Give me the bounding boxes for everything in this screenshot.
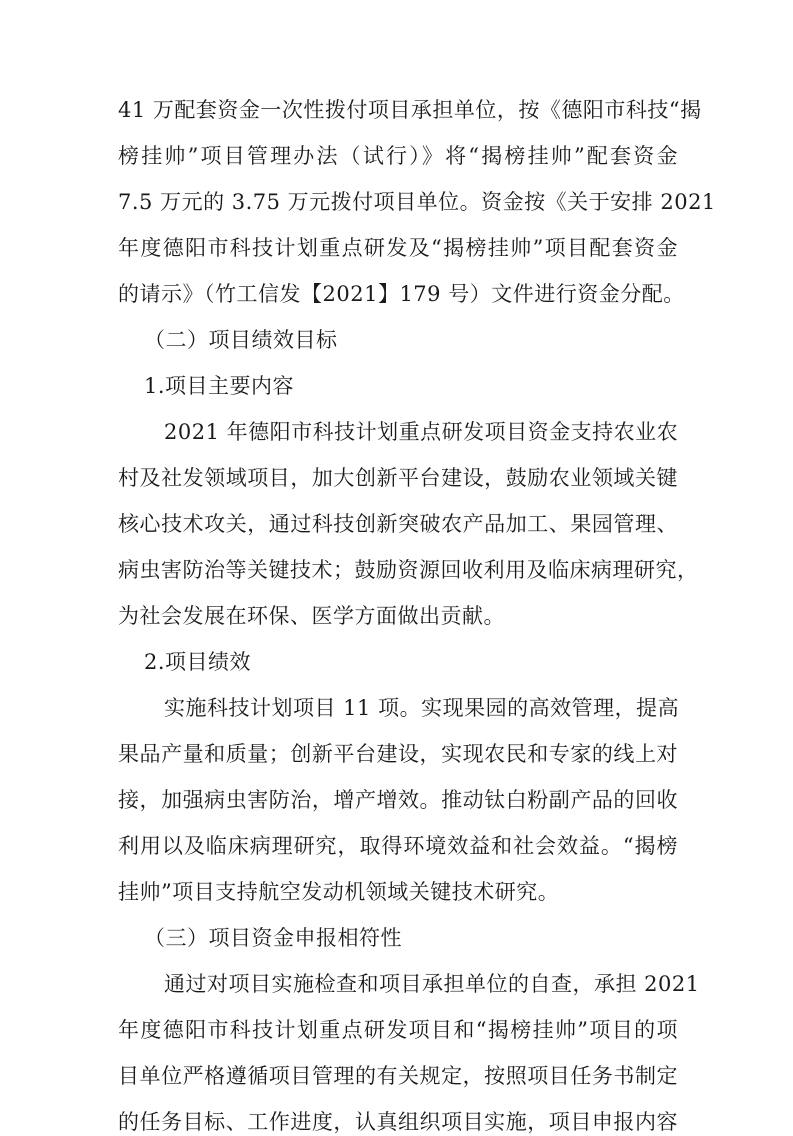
paragraph-line: 实施科技计划项目 11 项。实现果园的高效管理，提高: [164, 696, 680, 720]
paragraph-line: 病虫害防治等关键技术；鼓励资源回收利用及临床病理研究，: [118, 558, 699, 582]
paragraph-line: 榜挂帅”项目管理办法（试行）》将“揭榜挂帅”配套资金: [118, 144, 678, 168]
subsection-heading: 2.项目绩效: [144, 650, 252, 674]
paragraph-line: 挂帅”项目支持航空发动机领域关键技术研究。: [118, 880, 560, 904]
paragraph-line: 2021 年德阳市科技计划重点研发项目资金支持农业农: [164, 420, 679, 444]
paragraph-line: 41 万配套资金一次性拨付项目承担单位，按《德阳市科技“揭: [118, 98, 702, 122]
paragraph-line: 为社会发展在环保、医学方面做出贡献。: [118, 604, 505, 628]
paragraph-line: 的任务目标、工作进度，认真组织项目实施，项目申报内容: [118, 1110, 678, 1134]
paragraph-line: 的请示》（竹工信发【2021】179 号）文件进行资金分配。: [118, 282, 685, 306]
section-heading: （三）项目资金申报相符性: [144, 926, 402, 950]
subsection-heading: 1.项目主要内容: [144, 374, 295, 398]
paragraph-line: 目单位严格遵循项目管理的有关规定，按照项目任务书制定: [118, 1064, 678, 1088]
paragraph-line: 核心技术攻关，通过科技创新突破农产品加工、果园管理、: [118, 512, 678, 536]
paragraph-line: 通过对项目实施检查和项目承担单位的自查，承担 2021: [164, 972, 700, 996]
paragraph-line: 7.5 万元的 3.75 万元拨付项目单位。资金按《关于安排 2021: [118, 190, 716, 214]
section-heading: （二）项目绩效目标: [144, 328, 338, 352]
paragraph-line: 接，加强病虫害防治，增产增效。推动钛白粉副产品的回收: [118, 788, 678, 812]
paragraph-line: 村及社发领域项目，加大创新平台建设，鼓励农业领域关键: [118, 466, 678, 490]
paragraph-line: 利用以及临床病理研究，取得环境效益和社会效益。“揭榜: [118, 834, 678, 858]
paragraph-line: 年度德阳市科技计划重点研发及“揭榜挂帅”项目配套资金: [118, 236, 678, 260]
paragraph-line: 年度德阳市科技计划重点研发项目和“揭榜挂帅”项目的项: [118, 1018, 678, 1042]
paragraph-line: 果品产量和质量；创新平台建设，实现农民和专家的线上对: [118, 742, 678, 766]
